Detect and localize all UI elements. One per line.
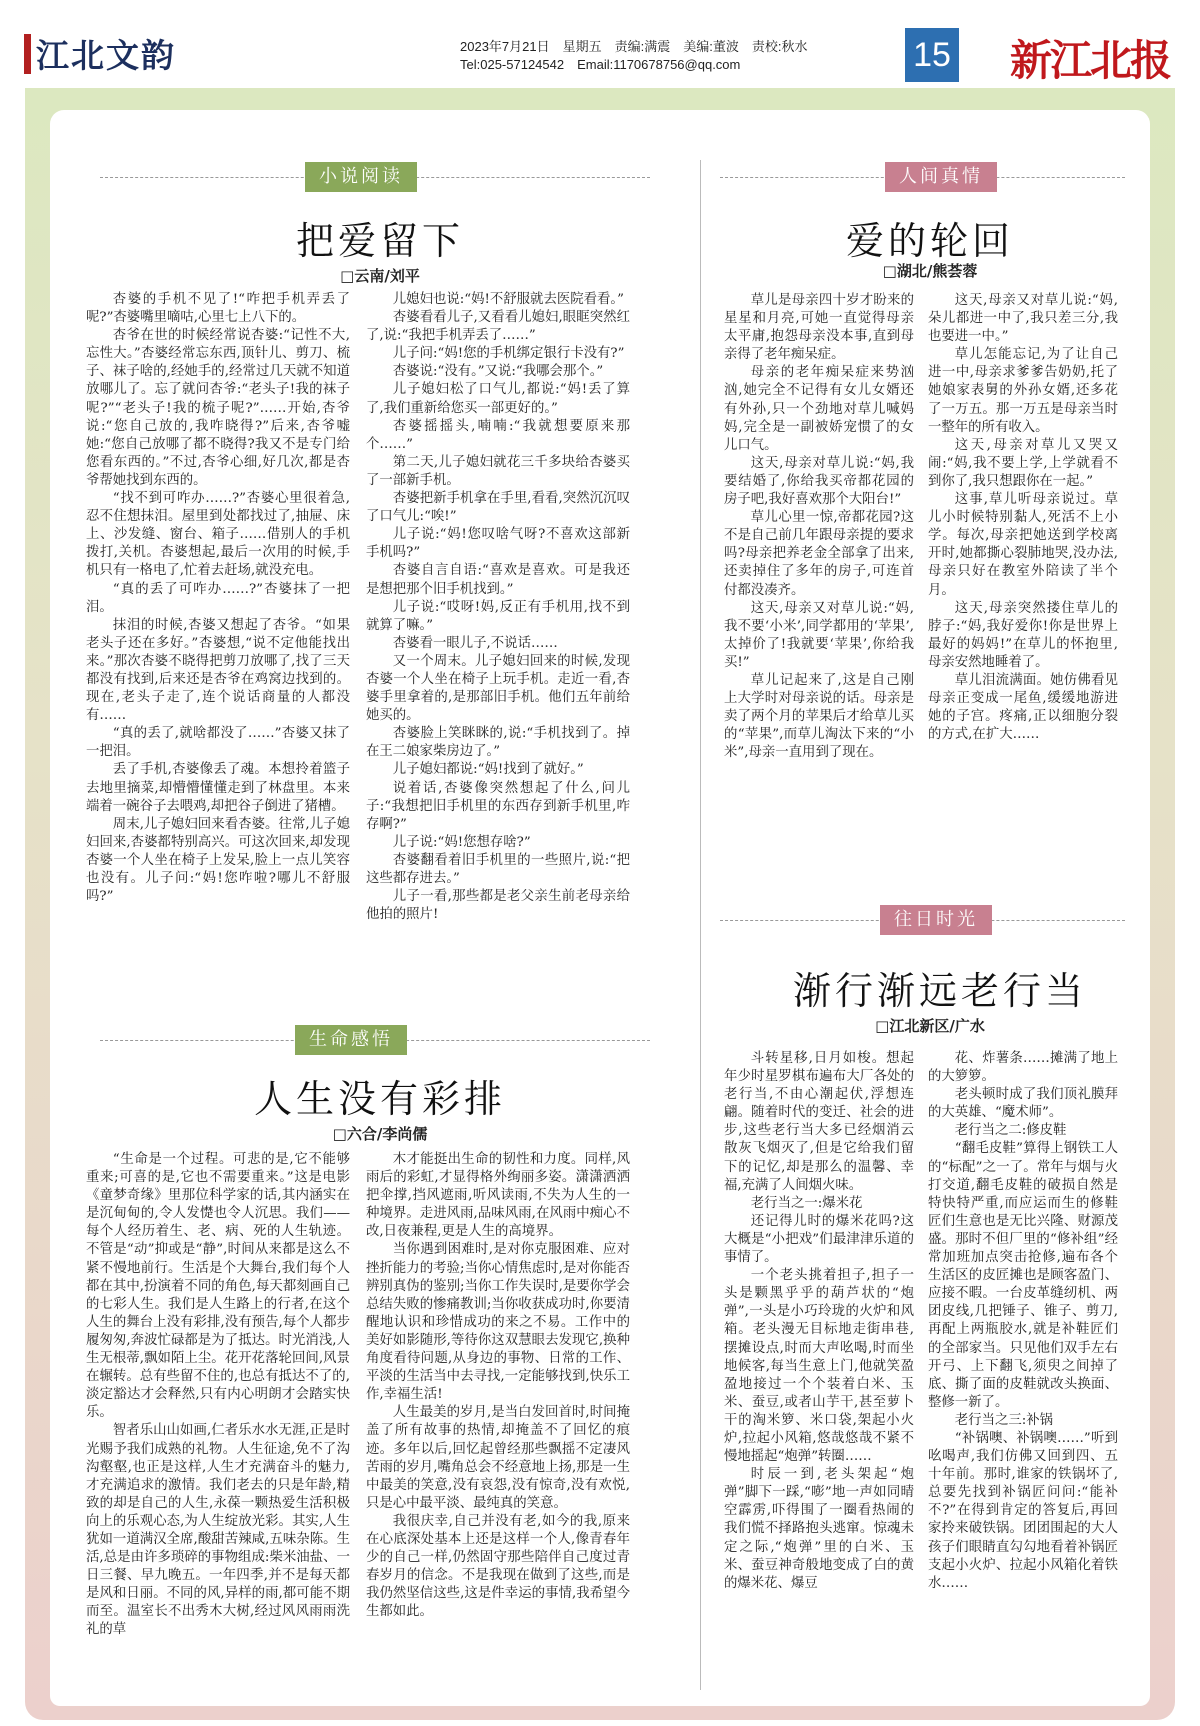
paragraph: 时辰一到,老头架起“炮弹”脚下一踩,“嘭”地一声如同晴空霹雳,吓得围了一圈看热闹的我们慌不择路抱头逃窜。惊魂未定之际,“炮弹”里的白米、玉米、蚕豆神奇般地变成了白的黄的爆米花、爆豆 — [724, 1467, 914, 1591]
paragraph: 草儿是母亲四十岁才盼来的星星和月亮,可她一直觉得母亲太平庸,抱怨母亲没本事,直到母亲得了老年痴呆症。 — [724, 293, 914, 363]
paragraph: 母亲的老年痴呆症来势汹汹,她完全不记得有女儿女婿还有外孙,只一个劲地对草儿喊妈妈,完全是一副被娇宠惯了的女儿口气。 — [724, 365, 914, 453]
article3-tag: 人间真情 — [885, 162, 997, 192]
paragraph: 人生最美的岁月,是当白发回首时,时间掩盖了所有故事的热情,却掩盖不了回忆的痕迹。多年以后,回忆起曾经那些飘摇不定凄风苦雨的岁月,嘴角总会不经意地上扬,那是一生中最美的笑意,没有哀怨,没有惊奇,没有欢悦,只是心中最平淡、最纯真的笑意。 — [366, 1405, 630, 1511]
paragraph: 花、炸薯条……摊满了地上的大箩箩。 — [928, 1051, 1118, 1085]
paragraph: 儿媳妇也说:“妈!不舒服就去医院看看。” — [392, 292, 624, 307]
article4-title: 渐行渐远老行当 — [792, 969, 1087, 1013]
section-name: 江北文韵 — [36, 36, 176, 75]
paragraph: 草儿泪流满面。她仿佛看见母亲正变成一尾鱼,缓缓地游进她的子宫。疼痛,正以细胞分裂的方式,在扩大…… — [928, 672, 1118, 743]
article3-column-1 — [724, 292, 914, 868]
article2-author: □六合/李尚儒 — [332, 1125, 428, 1143]
paragraph: 老行当之一:爆米花 — [750, 1195, 863, 1211]
paragraph: 还记得儿时的爆米花吗?这大概是“小把戏”们最津津乐道的事情了。 — [724, 1213, 914, 1266]
paragraph: 这天,母亲对草儿又哭又闹:“妈,我不要上学,上学就看不到你了,我只想跟你在一起。” — [928, 437, 1118, 489]
contact-line: Tel:025-57124542 Email:1170678756@qq.com — [460, 57, 741, 72]
paragraph: 杏婆看看儿子,又看看儿媳妇,眼眶突然红了,说:“我把手机弄丢了……” — [366, 310, 630, 344]
paragraph: 木才能挺出生命的韧性和力度。同样,风雨后的彩虹,才显得格外绚丽多姿。潇潇洒洒把伞撑,挡风遮雨,听风读雨,不失为人生的一种境界。走进风雨,品味风雨,在风雨中痴心不改,日夜兼程,更是人生的高境界。 — [366, 1152, 630, 1240]
paragraph: 这天,母亲对草儿说:“妈,我要结婚了,你给我买帝都花园的房子吧,我好喜欢那个大阳台!” — [724, 455, 914, 508]
article1-column-1 — [86, 291, 350, 921]
paragraph: 儿子媳妇松了口气儿,都说:“妈!丢了算了,我们重新给您买一部更好的。” — [366, 382, 630, 416]
paragraph: 儿子说:“哎呀!妈,反正有手机用,找不到就算了嘛。” — [366, 599, 630, 633]
paragraph: 杏婆把新手机拿在手里,看看,突然沉沉叹了口气儿:“唉!” — [366, 491, 630, 525]
article3-author: □湖北/熊荟蓉 — [882, 262, 978, 280]
paragraph: 丢了手机,杏婆像丢了魂。本想拎着篮子去地里摘菜,却懵懵懂懂走到了林盘里。本来端着一碗谷子去喂鸡,却把谷子倒进了猪槽。 — [86, 762, 350, 814]
paragraph: 周末,儿子媳妇回来看杏婆。往常,儿子媳妇回来,杏婆都特别高兴。可这次回来,却发现杏婆一个人坐在椅子上发呆,脸上一点儿笑容也没有。儿子问:“妈!您咋啦?哪儿不舒服吗?” — [86, 816, 350, 905]
article2-title: 人生没有彩排 — [253, 1077, 506, 1121]
article3-column-2 — [928, 292, 1118, 868]
article4-column-2 — [928, 1050, 1118, 1690]
paragraph: 第二天,儿子媳妇就花三千多块给杏婆买了一部新手机。 — [366, 454, 630, 488]
paragraph: “生命是一个过程。可悲的是,它不能够重来;可喜的是,它也不需要重来。”这是电影《童梦奇缘》里那位科学家的话,其内涵实在是沉甸甸的,令人发憷也令人沉思。我们——每个人经历着生、老、病、死的人生轨迹。不管是“动”抑或是“静”,时间从来都是这么不紧不慢地前行。生活是个大舞台,我们每个人都在其中,扮演着不同的角色,每天都刻画自己的七彩人生。我们是人生路上的行者,在这个人生的舞台上没有彩排,没有预告,每个人都步履匆匆,奔波忙碌都是为了抵达。时光消浅,人生无根蒂,飘如陌上尘。花开花落轮回间,风景在辗转。总有些留不住的,也总有抵达不了的,淡定豁达才会释然,只有内心明朗才会踏实快乐。 — [86, 1152, 350, 1421]
paragraph: 草儿记起来了,这是自己刚上大学时对母亲说的话。母亲是卖了两个月的苹果后才给草儿买的“苹果”,而草儿淘汰下来的“小米”,母亲一直用到了现在。 — [724, 672, 914, 761]
paragraph: 斗转星移,日月如梭。想起年少时星罗棋布遍布大厂各处的老行当,不由心潮起伏,浮想连翩。随着时代的变迁、社会的进步,这些老行当大多已经烟消云散灰飞烟灭了,但是它给我们留下的记忆,却是那么的温馨、幸福,充满了人间烟火味。 — [724, 1051, 914, 1193]
masthead — [0, 0, 1200, 88]
paragraph: “补锅噢、补锅噢……”听到吆喝声,我们仿佛又回到四、五十年前。那时,谁家的铁锅坏了,总要先找到补锅匠问问:“能补不?”在得到肯定的答复后,再回家拎来破铁锅。团团围起的大人孩子们眼睛直勾勾地看着补锅匠支起小火炉、拉起小风箱化着铁水…… — [928, 1430, 1118, 1591]
page-number: 15 — [905, 28, 959, 82]
paragraph: 草儿心里一惊,帝都花园?这不是自己前几年跟母亲提的要求吗?母亲把养老金全部拿了出来,还卖掉住了多年的房子,可连首付都没凑齐。 — [724, 510, 914, 598]
paragraph: 杏爷在世的时候经常说杏婆:“记性不大,忘性大。”杏婆经常忘东西,顶针儿、剪刀、梳子、袜子啥的,经她手的,经常过几天就不知道放哪儿了。忘了就问杏爷:“老头子!我的袜子呢?”“老头子!我的梳子呢?”……开始,杏爷说:“您自己放的,我咋晓得?”后来,杏爷嘘她:“您自己放哪了都不晓得?我又不是专门给您看东西的。”不过,杏爷心细,好几次,都是杏爷帮她找到东西的。 — [86, 328, 350, 488]
paragraph: 我很庆幸,自己并没有老,如今的我,原来在心底深处基本上还是这样一个人,像青春年少的自己一样,仍然固守那些陪伴自己度过青春岁月的信念。不是我现在做到了这些,而是我仍然坚信这些,这是件幸运的事情,我希望今生都如此。 — [366, 1513, 630, 1620]
paragraph: 智者乐山山如画,仁者乐水水无涯,正是时光赐予我们成熟的礼物。人生征途,免不了沟沟壑壑,也正是这样,人生才充满奋斗的魅力,才充满追求的激情。我们老去的只是年龄,精致的却是自己的人生,永葆一颗热爱生活积极向上的乐观心态,为人生绽放光彩。其实,人生犹如一道满汉全席,酸甜苦辣咸,五味杂陈。生活,总是由许多琐碎的事物组成:柴米油盐、一日三餐、早九晚五。一年四季,并不是每天都是风和日丽。不同的风,异样的雨,都可能不期而至。温室长不出秀木大树,经过风风雨雨洗礼的草 — [86, 1423, 350, 1638]
paragraph: 杏婆脸上笑眯眯的,说:“手机找到了。掉在王二娘家柴房边了。” — [366, 726, 630, 760]
paragraph: 说着话,杏婆像突然想起了什么,问儿子:“我想把旧手机里的东西存到新手机里,咋存啊?” — [366, 780, 630, 832]
paragraph: “翻毛皮鞋”算得上钢铁工人的“标配”之一了。常年与烟与火打交道,翻毛皮鞋的破损自然是特快特严重,而应运而生的修鞋匠们生意也是无比兴隆、财源茂盛。那时不但厂里的“修补组”经常加班加点突击抢修,遍布各个生活区的皮匠摊也是顾客盈门、应接不暇。一台皮革缝纫机、两团皮线,几把锤子、锥子、剪刀,再配上两瓶胶水,就是补鞋匠们的全部家当。只见他们双手左右开弓、上下翻飞,须臾之间掉了底、撕了面的皮鞋就改头换面、整修一新了。 — [928, 1141, 1118, 1410]
paragraph: 儿子说:“妈!您叹啥气呀?不喜欢这部新手机吗?” — [366, 527, 630, 561]
article2-column-2 — [366, 1151, 630, 1681]
paragraph: 老头顿时成了我们顶礼膜拜的大英雄、“魔术师”。 — [928, 1087, 1118, 1121]
paragraph: 儿子问:“妈!您的手机绑定银行卡没有?” — [392, 346, 625, 362]
paragraph: 儿子一看,那些都是老父亲生前老母亲给他拍的照片! — [366, 889, 630, 921]
paragraph: 杏婆摇摇头,喃喃:“我就想要原来那个……” — [366, 418, 630, 452]
paragraph: 这天,母亲又对草儿说:“妈,我不要‘小米’,同学都用的‘苹果’,太掉价了!我就要‘苹果’,你给我买!” — [724, 600, 914, 670]
paragraph: “找不到可咋办……?”杏婆心里很着急,忍不住想抹泪。屋里到处都找过了,抽屉、床上、沙发缝、窗台、箱子……借别人的手机拨打,关机。杏婆想起,最后一次用的时候,手机只有一格电了,忙着去赶场,就没充电。 — [86, 491, 350, 579]
paragraph: 当你遇到困难时,是对你克服困难、应对挫折能力的考验;当你心情焦虑时,是对你能否辨别真伪的鉴别;当你工作失误时,是要你学会总结失败的惨痛教训;当你收获成功时,你要清醒地认识和珍惜成功的来之不易。工作中的美好如影随形,等待你这双慧眼去发现它,换种角度看待问题,从身边的事物、日常的工作、平淡的生活当中去寻找,一定能够找到,快乐工作,幸福生活! — [366, 1242, 630, 1403]
article3-title: 爱的轮回 — [845, 219, 1014, 263]
paragraph: “真的丢了可咋办……?”杏婆抹了一把泪。 — [86, 581, 350, 615]
paragraph: 这事,草儿听母亲说过。草儿小时候特别黏人,死活不上小学。每次,母亲把她送到学校离开时,她都撕心裂肺地哭,没办法,母亲只好在教室外陪读了半个月。 — [928, 492, 1118, 598]
paragraph: “真的丢了,就啥都没了……”杏婆又抹了一把泪。 — [86, 726, 350, 760]
paragraph: 这天,母亲又对草儿说:“妈,朵儿都进一中了,我只差三分,我也要进一中。” — [928, 293, 1118, 345]
paragraph: 这天,母亲突然搂住草儿的脖子:“妈,我好爱你!你是世界上最好的妈妈!”在草儿的怀抱里,母亲安然地睡着了。 — [928, 600, 1118, 670]
date-line: 2023年7月21日 星期五 责编:满震 美编:董波 责校:秋水 — [460, 39, 808, 54]
paragraph: 老行当之二:修皮鞋 — [954, 1123, 1067, 1139]
newspaper-logo: 新江北报 — [1010, 36, 1171, 85]
article1-title: 把爱留下 — [295, 219, 464, 263]
article2-tag: 生命感悟 — [295, 1025, 407, 1055]
paragraph: 又一个周末。儿子媳妇回来的时候,发现杏婆一个人坐在椅子上玩手机。走近一看,杏婆手里拿着的,是那部旧手机。他们五年前给她买的。 — [366, 653, 630, 724]
paragraph: 杏婆看一眼儿子,不说话…… — [392, 635, 558, 651]
article1-tag: 小说阅读 — [305, 162, 417, 192]
section-accent-bar — [24, 34, 31, 74]
paragraph: 老行当之三:补锅 — [954, 1412, 1054, 1428]
column-divider — [700, 160, 701, 1690]
paragraph: 儿子说:“妈!您想存啥?” — [392, 834, 531, 850]
editorial-info — [460, 38, 807, 74]
article4-column-1 — [724, 1050, 914, 1690]
paragraph: 抹泪的时候,杏婆又想起了杏爷。“如果老头子还在多好。”杏婆想,“说不定他能找出来。”那次杏婆不晓得把剪刀放哪了,找了三天都没有找到,后来还是杏爷在鸡窝边找到的。现在,老头子走了,连个说话商量的人都没有…… — [86, 617, 350, 724]
article4-author: □江北新区/广水 — [875, 1017, 985, 1035]
article2-column-1 — [86, 1151, 350, 1681]
paragraph: 一个老头挑着担子,担子一头是颗黑乎乎的葫芦状的“炮弹”,一头是小巧玲珑的火炉和风箱。老头漫无目标地走街串巷,摆摊设点,时而大声吆喝,时而坐地候客,每当生意上门,他就笑盈盈地接过一个个装着白米、玉米、蚕豆,或者山芋干,甚至萝卜干的淘米箩、米口袋,架起小火炉,拉起小风箱,悠哉悠哉不紧不慢地摇起“炮弹”转圈…… — [724, 1268, 914, 1465]
paragraph: 杏婆的手机不见了!“咋把手机弄丢了呢?”杏婆嘴里嘀咕,心里七上八下的。 — [86, 292, 350, 326]
article1-author: □云南/刘平 — [340, 267, 420, 285]
paragraph: 杏婆翻看着旧手机里的一些照片,说:“把这些都存进去。” — [366, 852, 630, 886]
paragraph: 儿子媳妇都说:“妈!找到了就好。” — [392, 762, 584, 778]
paragraph: 杏婆说:“没有。”又说:“我哪会那个。” — [392, 364, 604, 380]
article4-tag: 往日时光 — [880, 905, 992, 935]
paragraph: 草儿怎能忘记,为了让自己进一中,母亲求爹爹告奶奶,托了她娘家表舅的外孙女婿,还多花了一万五。那一万五是母亲当时一整年的所有收入。 — [928, 347, 1118, 435]
paragraph: 杏婆自言自语:“喜欢是喜欢。可是我还是想把那个旧手机找到。” — [366, 563, 630, 597]
article1-column-2 — [366, 291, 630, 921]
